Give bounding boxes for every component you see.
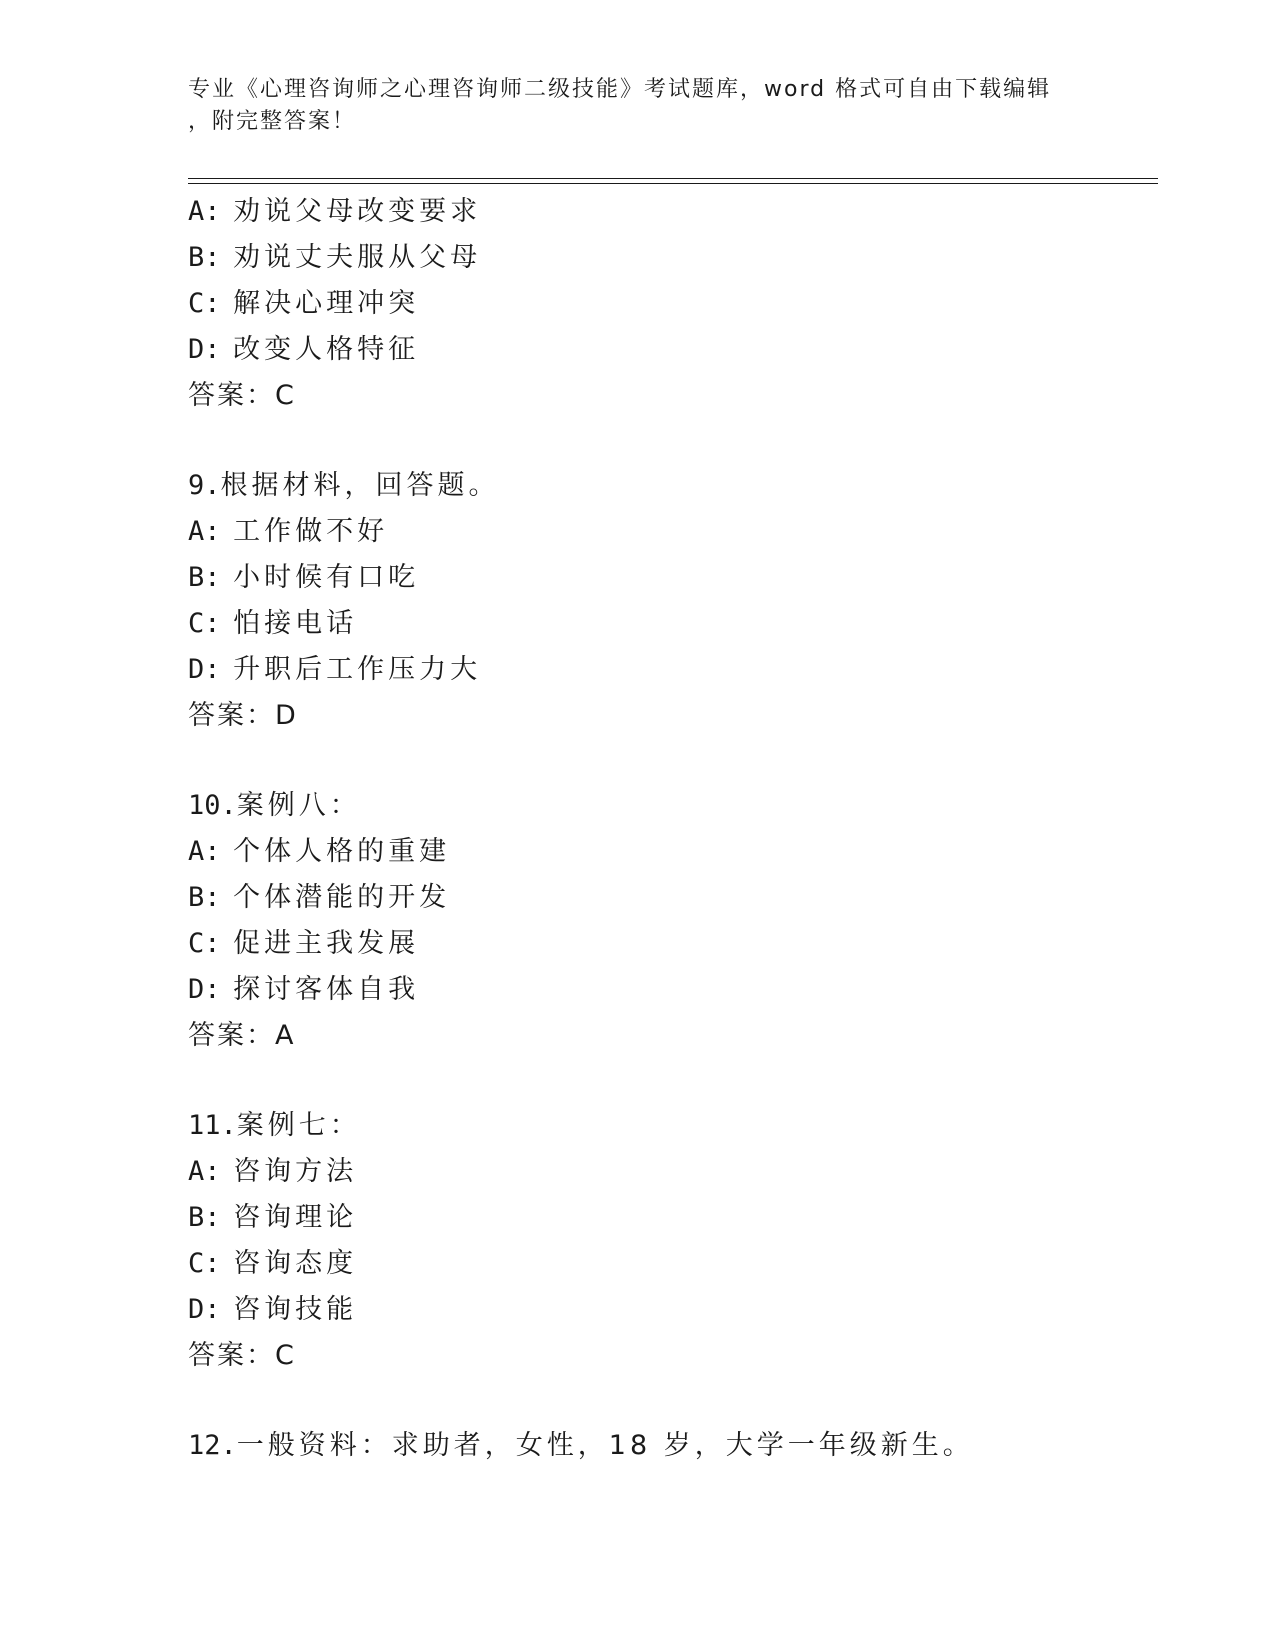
question-stem — [188, 463, 1158, 509]
question-text: 案例七： — [236, 1110, 361, 1141]
option-b: B: 个体潜能的开发 — [188, 882, 451, 913]
option-text: 改变人格特征 — [233, 334, 420, 365]
question-number: 12. — [188, 1430, 237, 1461]
option-text: 怕接电话 — [233, 608, 358, 639]
spacer — [188, 1379, 1158, 1423]
answer-line: 答案：C — [188, 1340, 296, 1371]
option-c: C: 怕接电话 — [188, 608, 358, 639]
option-text: 咨询态度 — [233, 1248, 358, 1279]
question-stem — [188, 1103, 1158, 1149]
option-text: 小时候有口吃 — [233, 562, 420, 593]
question-block-11 — [188, 1103, 1158, 1379]
option-b: B: 劝说丈夫服从父母 — [188, 242, 482, 273]
option-text: 升职后工作压力大 — [233, 654, 482, 685]
question-stem — [188, 1423, 1158, 1469]
option-text: 个体潜能的开发 — [233, 882, 451, 913]
option-text: 劝说丈夫服从父母 — [233, 242, 482, 273]
answer-line: 答案：C — [188, 380, 296, 411]
answer-line: 答案：A — [188, 1020, 296, 1051]
option-a: A: 咨询方法 — [188, 1156, 358, 1187]
question-text: 根据材料，回答题。 — [220, 470, 500, 501]
option-c: C: 促进主我发展 — [188, 928, 420, 959]
option-d: D: 咨询技能 — [188, 1294, 358, 1325]
option-a: A: 工作做不好 — [188, 516, 389, 547]
spacer — [188, 739, 1158, 783]
question-block-8-continued — [188, 189, 1158, 419]
option-text: 劝说父母改变要求 — [233, 196, 482, 227]
document-header — [188, 74, 1088, 138]
question-block-10 — [188, 783, 1158, 1059]
question-number: 11. — [188, 1110, 237, 1141]
question-number: 10. — [188, 790, 237, 821]
spacer — [188, 419, 1158, 463]
option-text: 个体人格的重建 — [233, 836, 451, 867]
option-a: A: 个体人格的重建 — [188, 836, 451, 867]
header-divider-bottom — [188, 183, 1158, 184]
option-d: D: 升职后工作压力大 — [188, 654, 482, 685]
header-title-line-1: 专业《心理咨询师之心理咨询师二级技能》考试题库，word 格式可自由下载编辑 — [188, 77, 1052, 102]
question-text: 一般资料：求助者，女性，18 岁，大学一年级新生。 — [236, 1430, 974, 1461]
option-text: 咨询方法 — [233, 1156, 358, 1187]
question-list — [188, 189, 1158, 1469]
option-b: B: 小时候有口吃 — [188, 562, 420, 593]
option-b: B: 咨询理论 — [188, 1202, 358, 1233]
option-text: 工作做不好 — [233, 516, 389, 547]
option-c: C: 咨询态度 — [188, 1248, 358, 1279]
option-a: A: 劝说父母改变要求 — [188, 196, 482, 227]
option-text: 促进主我发展 — [233, 928, 420, 959]
option-d: D: 改变人格特征 — [188, 334, 420, 365]
option-text: 咨询理论 — [233, 1202, 358, 1233]
option-text: 解决心理冲突 — [233, 288, 420, 319]
question-text: 案例八： — [236, 790, 361, 821]
option-d: D: 探讨客体自我 — [188, 974, 420, 1005]
option-c: C: 解决心理冲突 — [188, 288, 420, 319]
answer-line: 答案：D — [188, 700, 298, 731]
spacer — [188, 1059, 1158, 1103]
header-divider-top — [188, 178, 1158, 179]
option-text: 探讨客体自我 — [233, 974, 420, 1005]
question-block-12 — [188, 1423, 1158, 1469]
question-block-9 — [188, 463, 1158, 739]
question-stem — [188, 783, 1158, 829]
header-title-line-2: ，附完整答案！ — [188, 109, 357, 134]
question-number: 9. — [188, 470, 221, 501]
option-text: 咨询技能 — [233, 1294, 358, 1325]
